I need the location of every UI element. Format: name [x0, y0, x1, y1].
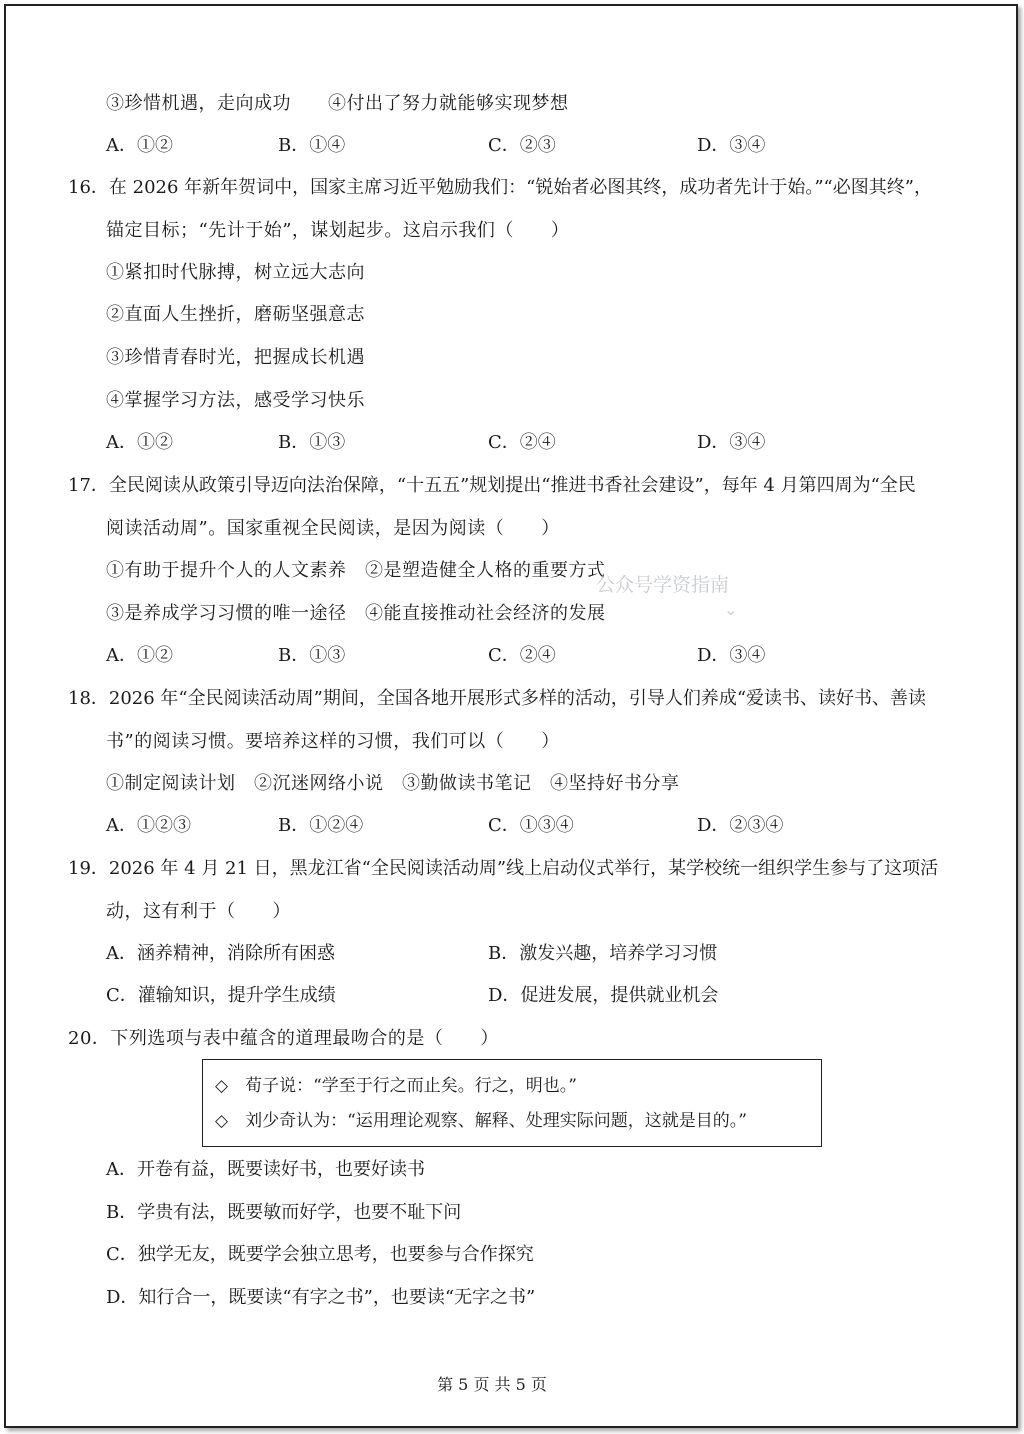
q18-stem-line1: 18．2026 年“全民阅读活动周”期间，全国各地开展形式多样的活动，引导人们养成“爱读书、读好书、善读 [68, 688, 927, 709]
q16-choice-a[interactable]: A．①② [106, 432, 173, 453]
q16-item-3: ③珍惜青春时光，把握成长机遇 [106, 347, 365, 368]
q18-choice-a[interactable]: A．①②③ [106, 815, 191, 836]
q15-option-3-4: ③珍惜机遇，走向成功 ④付出了努力就能够实现梦想 [106, 93, 569, 114]
q15-choice-a[interactable]: A．①② [106, 135, 173, 156]
q16-item-4: ④掌握学习方法，感受学习快乐 [106, 390, 365, 411]
q18-items: ①制定阅读计划 ②沉迷网络小说 ③勤做读书笔记 ④坚持好书分享 [106, 773, 680, 794]
q16-item-2: ②直面人生挫折，磨砺坚强意志 [106, 304, 365, 325]
q20-choice-a[interactable]: A．开卷有益，既要读好书，也要好读书 [106, 1159, 425, 1180]
quote-xunzi: ◇ 荀子说：“学至于行之而止矣。行之，明也。” [215, 1076, 577, 1096]
q20-choice-b[interactable]: B．学贵有法，既要敏而好学，也要不耻下问 [106, 1202, 462, 1223]
q17-stem-line2: 阅读活动周”。国家重视全民阅读，是因为阅读（ ） [106, 518, 560, 539]
q17-choice-d[interactable]: D．③④ [697, 645, 766, 666]
q15-choice-d[interactable]: D．③④ [697, 135, 766, 156]
chevron-down-icon: ⌄ [724, 600, 738, 619]
q18-choice-b[interactable]: B．①②④ [278, 815, 364, 836]
q20-choice-c[interactable]: C．独学无友，既要学会独立思考，也要参与合作探究 [106, 1244, 534, 1265]
q17-items-row1: ①有助于提升个人的人文素养 ②是塑造健全人格的重要方式 [106, 560, 606, 581]
q19-stem-line2: 动，这有利于（ ） [106, 901, 291, 922]
q16-choice-c[interactable]: C．②④ [488, 432, 556, 453]
q16-stem-line2: 锚定目标；“先计于始”，谋划起步。这启示我们（ ） [106, 220, 570, 241]
q16-choice-b[interactable]: B．①③ [278, 432, 346, 453]
q20-choice-d[interactable]: D．知行合一，既要读“有字之书”，也要读“无字之书” [106, 1287, 536, 1308]
q20-stem: 20．下列选项与表中蕴含的道理最吻合的是（ ） [68, 1028, 499, 1049]
q19-choice-c[interactable]: C．灌输知识，提升学生成绩 [106, 985, 336, 1006]
watermark: 公众号学资指南 [596, 574, 730, 596]
page-number: 第 5 页 共 5 页 [437, 1375, 547, 1394]
quote-liu-shaoqi: ◇ 刘少奇认为：“运用理论观察、解释、处理实际问题，这就是目的。” [215, 1111, 747, 1131]
q18-choice-d[interactable]: D．②③④ [697, 815, 784, 836]
q19-choice-d[interactable]: D．促进发展，提供就业机会 [488, 985, 719, 1006]
q17-choice-a[interactable]: A．①② [106, 645, 173, 666]
q15-choice-c[interactable]: C．②③ [488, 135, 556, 156]
q18-stem-line2: 书”的阅读习惯。要培养这样的习惯，我们可以（ ） [106, 731, 560, 752]
q17-choice-c[interactable]: C．②④ [488, 645, 556, 666]
q18-choice-c[interactable]: C．①③④ [488, 815, 574, 836]
q16-item-1: ①紧扣时代脉搏，树立远大志向 [106, 262, 365, 283]
q17-items-row2: ③是养成学习习惯的唯一途径 ④能直接推动社会经济的发展 [106, 603, 606, 624]
q15-choice-b[interactable]: B．①④ [278, 135, 346, 156]
q19-choice-b[interactable]: B．激发兴趣，培养学习习惯 [488, 943, 718, 964]
q19-stem-line1: 19．2026 年 4 月 21 日，黑龙江省“全民阅读活动周”线上启动仪式举行，某学校统一组织学生参与了这项活 [68, 858, 939, 879]
q16-choice-d[interactable]: D．③④ [697, 432, 766, 453]
quote-table [202, 1059, 822, 1147]
q17-choice-b[interactable]: B．①③ [278, 645, 346, 666]
q16-stem-line1: 16．在 2026 年新年贺词中，国家主席习近平勉励我们：“锐始者必图其终，成功者先计于始。”“必图其终”， [68, 177, 932, 198]
q17-stem-line1: 17．全民阅读从政策引导迈向法治保障，“十五五”规划提出“推进书香社会建设”，每年 4 月第四周为“全民 [68, 475, 916, 496]
q19-choice-a[interactable]: A．涵养精神，消除所有困惑 [106, 943, 335, 964]
